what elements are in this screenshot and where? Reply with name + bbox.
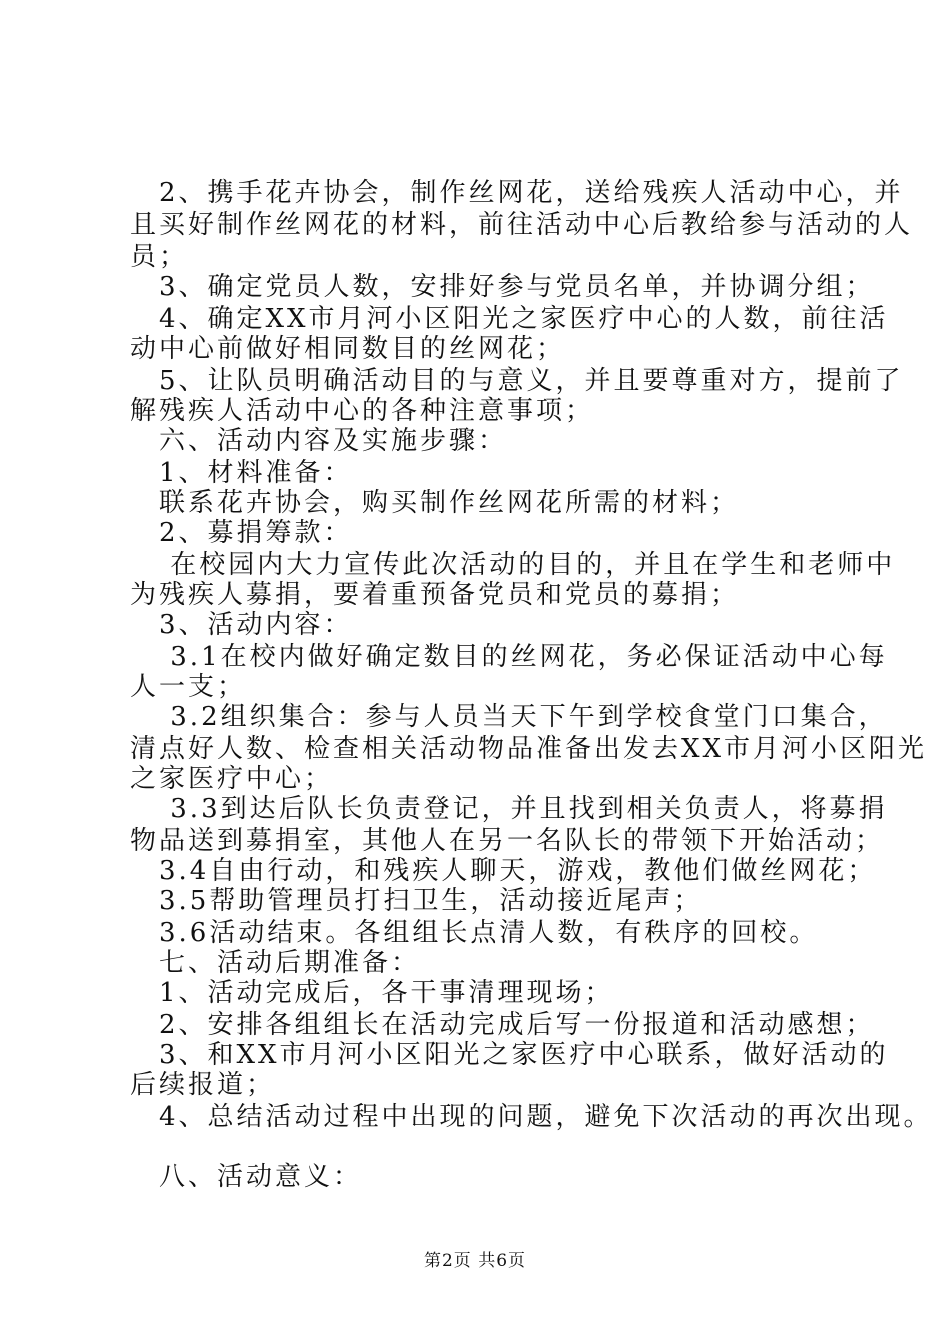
text-line: 清点好人数、检查相关活动物品准备出发去XX市月河小区阳光 xyxy=(130,734,928,764)
text-line: 3.5帮助管理员打扫卫生，活动接近尾声； xyxy=(130,886,703,916)
text-line: 物品送到募捐室，其他人在另一名队长的带领下开始活动； xyxy=(130,826,885,856)
text-line: 5、让队员明确活动目的与意义，并且要尊重对方，提前了 xyxy=(130,366,904,396)
text-line: 1、活动完成后，各干事清理现场； xyxy=(130,978,614,1008)
text-line: 人一支； xyxy=(130,672,247,702)
text-line: 且买好制作丝网花的材料，前往活动中心后教给参与活动的人 xyxy=(130,210,914,240)
text-line: 为残疾人募捐，要着重预备党员和党员的募捐； xyxy=(130,580,740,610)
text-line: 2、携手花卉协会，制作丝网花，送给残疾人活动中心，并 xyxy=(130,178,904,208)
text-line: 3、和XX市月河小区阳光之家医疗中心联系，做好活动的 xyxy=(130,1040,889,1070)
text-line: 3.6活动结束。各组组长点清人数，有秩序的回校。 xyxy=(130,918,819,948)
text-line: 4、确定XX市月河小区阳光之家医疗中心的人数，前往活 xyxy=(130,304,889,334)
text-line: 动中心前做好相同数目的丝网花； xyxy=(130,334,566,364)
text-line: 后续报道； xyxy=(130,1070,276,1100)
section-heading: 七、活动后期准备： xyxy=(130,948,421,978)
text-line: 3.4自由行动，和残疾人聊天，游戏，教他们做丝网花； xyxy=(130,856,877,886)
text-line: 之家医疗中心； xyxy=(130,764,334,794)
text-line: 1、材料准备： xyxy=(130,458,353,488)
text-line: 3、确定党员人数，安排好参与党员名单，并协调分组； xyxy=(130,272,875,302)
text-line: 在校园内大力宣传此次活动的目的，并且在学生和老师中 xyxy=(130,550,896,580)
section-heading: 六、活动内容及实施步骤： xyxy=(130,426,508,456)
text-line: 3、活动内容： xyxy=(130,610,353,640)
text-line: 3.2组织集合：参与人员当天下午到学校食堂门口集合， xyxy=(130,702,888,732)
text-line: 解残疾人活动中心的各种注意事项； xyxy=(130,396,595,426)
section-heading: 八、活动意义： xyxy=(130,1162,363,1192)
text-line: 2、安排各组组长在活动完成后写一份报道和活动感想； xyxy=(130,1010,875,1040)
page-number: 第2页 共6页 xyxy=(423,1251,527,1271)
text-line: 联系花卉协会，购买制作丝网花所需的材料； xyxy=(130,488,740,518)
text-line: 3.1在校内做好确定数目的丝网花，务必保证活动中心每 xyxy=(130,642,888,672)
text-line: 员； xyxy=(130,242,189,272)
text-line: 4、总结活动过程中出现的问题，避免下次活动的再次出现。 xyxy=(130,1102,933,1132)
text-line: 3.3到达后队长负责登记，并且找到相关负责人，将募捐 xyxy=(130,794,888,824)
text-line: 2、募捐筹款： xyxy=(130,518,353,548)
